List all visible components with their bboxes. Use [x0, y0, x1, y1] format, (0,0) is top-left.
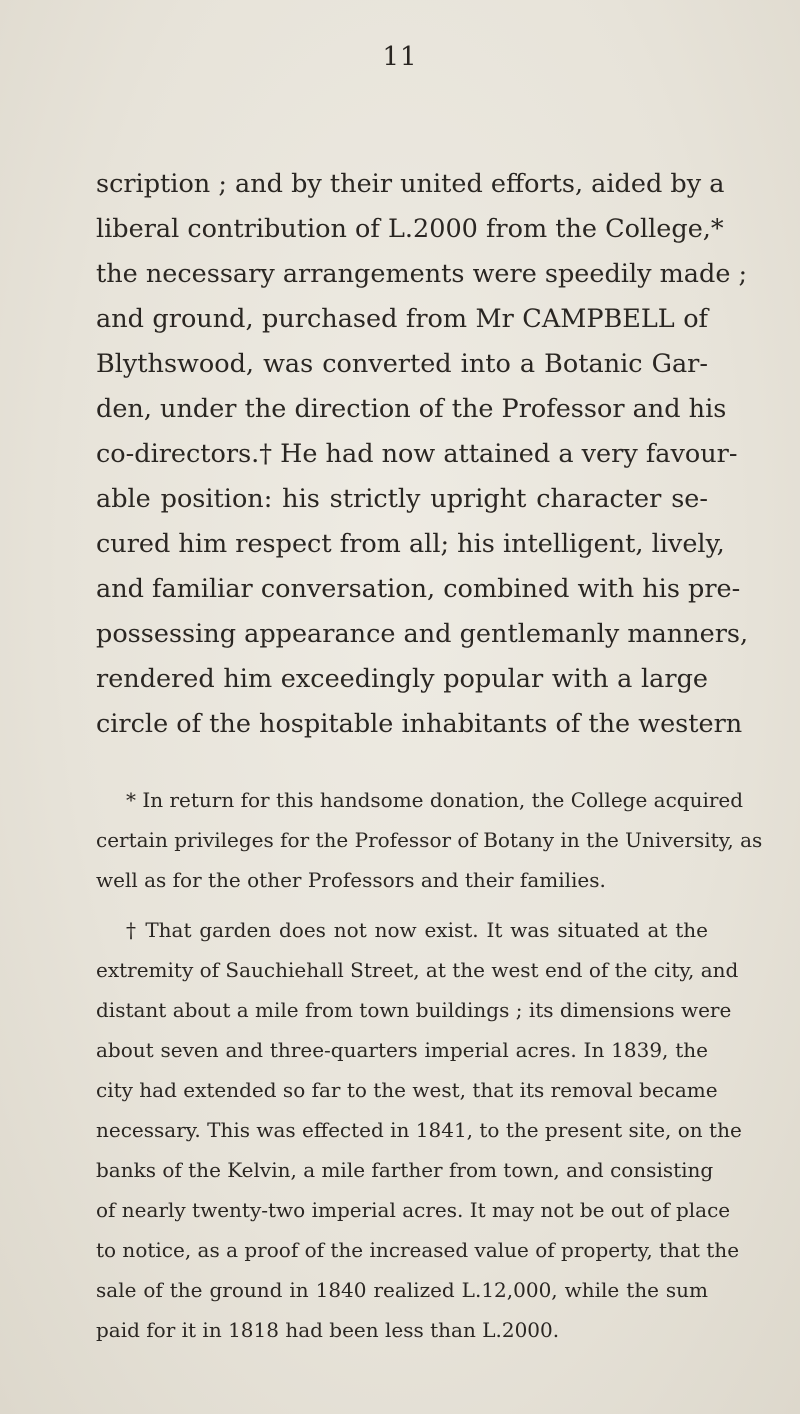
- text-line: liberal contribution of L.2000 from the College,*: [96, 214, 724, 244]
- footnote-line: certain privileges for the Professor of Botany in the University, as: [96, 828, 763, 852]
- text-line: scription ; and by their united efforts, aided by a: [96, 169, 725, 199]
- footnote-line: about seven and three-quarters imperial acres. In 1839, the: [96, 1038, 708, 1062]
- text-line: and familiar conversation, combined with his pre-: [96, 574, 741, 604]
- footnote-line: of nearly twenty-two imperial acres. It may not be out of place: [96, 1198, 731, 1222]
- footnote-line: city had extended so far to the west, that its removal became: [96, 1078, 718, 1102]
- footnote-line: banks of the Kelvin, a mile farther from town, and consisting: [96, 1158, 714, 1182]
- footnote-line: well as for the other Professors and their families.: [96, 868, 606, 892]
- text-line: and ground, purchased from Mr CAMPBELL of: [96, 304, 708, 334]
- footnote-line: † That garden does not now exist. It was situated at the: [126, 918, 708, 942]
- footnote-line: distant about a mile from town buildings ; its dimensions were: [96, 998, 732, 1022]
- text-line: able position: his strictly upright character se-: [96, 484, 708, 514]
- footnote-line: necessary. This was effected in 1841, to the present site, on the: [96, 1118, 742, 1142]
- footnote-line: to notice, as a proof of the increased value of property, that the: [96, 1238, 740, 1262]
- text-line: the necessary arrangements were speedily made ;: [96, 259, 748, 289]
- footnote-line: * In return for this handsome donation, the College acquired: [126, 788, 744, 812]
- page-number: 11: [382, 42, 418, 72]
- text-line: circle of the hospitable inhabitants of the western: [96, 709, 743, 739]
- footnote-line: sale of the ground in 1840 realized L.12,000, while the sum: [96, 1278, 708, 1302]
- text-line: possessing appearance and gentlemanly manners,: [96, 619, 749, 649]
- text-line: co-directors.† He had now attained a very favour-: [96, 439, 738, 469]
- text-line: rendered him exceedingly popular with a large: [96, 664, 708, 694]
- footnote-line: paid for it in 1818 had been less than L.2000.: [96, 1318, 560, 1342]
- text-line: cured him respect from all; his intelligent, lively,: [96, 529, 725, 559]
- text-line: Blythswood, was converted into a Botanic Gar-: [96, 349, 708, 379]
- text-line: den, under the direction of the Professor and his: [96, 394, 727, 424]
- footnote-line: extremity of Sauchiehall Street, at the west end of the city, and: [96, 958, 739, 982]
